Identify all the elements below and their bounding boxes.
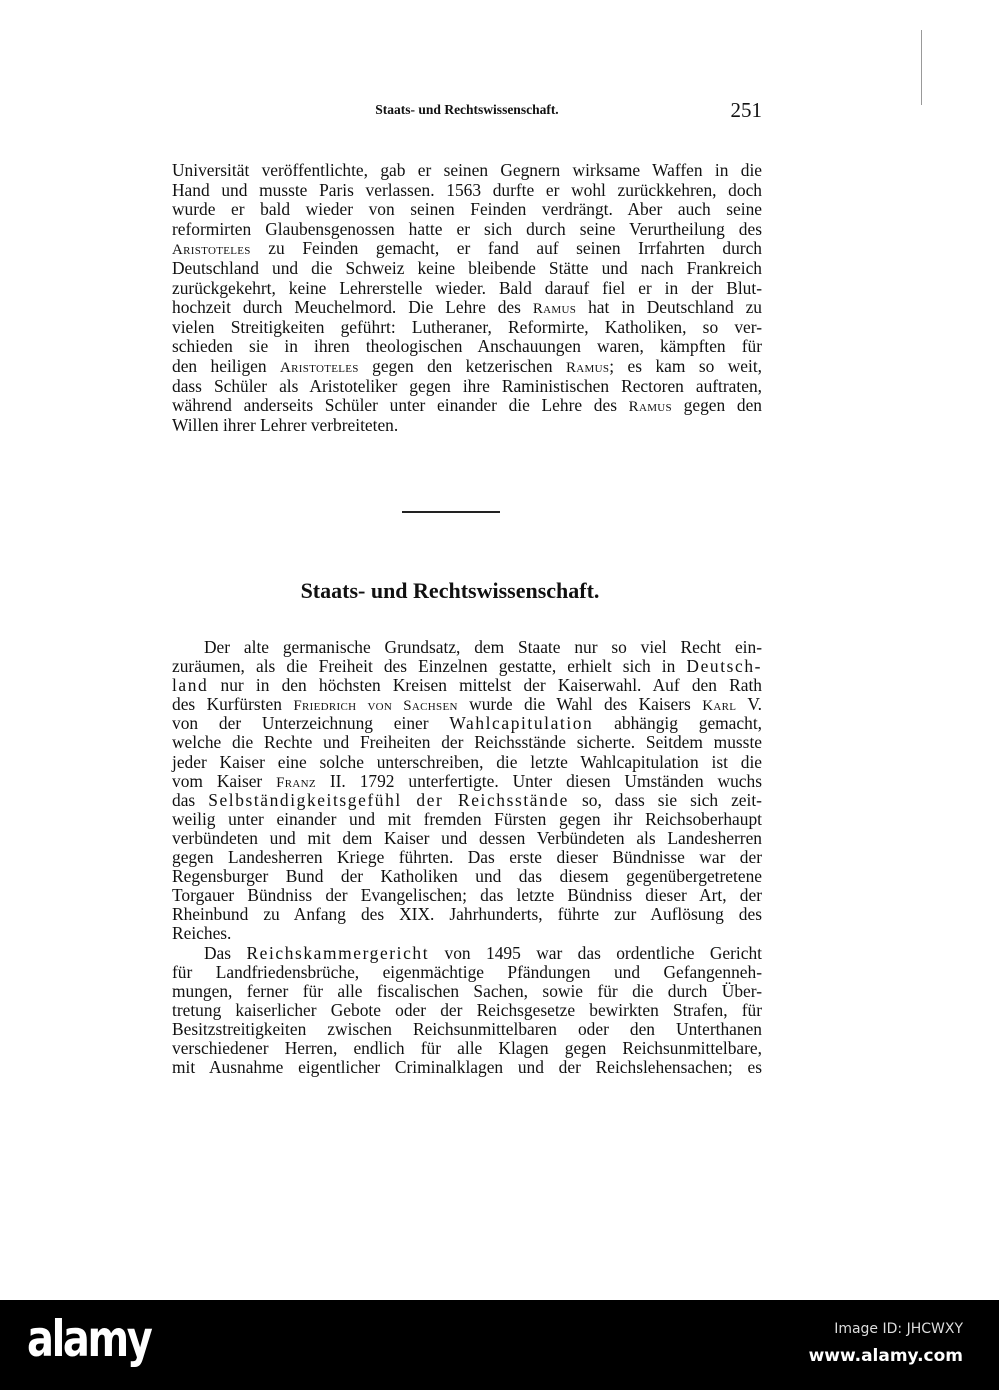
spaced-emphasis: land (172, 675, 209, 696)
text-line (172, 963, 762, 982)
text-line (172, 1020, 762, 1039)
text-segment: weilig unter einander und mit fremden Fürsten gegen ihr Reichsoberhaupt (172, 808, 762, 829)
text-line (172, 733, 762, 752)
text-line (172, 200, 762, 220)
text-segment: Universität veröffentlichte, gab er seinen Gegnern wirksame Waffen in die (172, 160, 762, 180)
text-line (172, 638, 762, 657)
text-line (172, 357, 762, 377)
text-segment: Torgauer Bündniss der Evangelischen; das letzte Bündniss dieser Art, der (172, 885, 762, 906)
text-line (172, 377, 762, 397)
page-edge-line (921, 30, 922, 105)
text-line (172, 1058, 762, 1077)
section-heading: Staats- und Rechtswissenschaft. (300, 578, 600, 603)
spaced-emphasis: Selbständigkeitsgefühl der Reichsstände (208, 789, 569, 810)
watermark-bar (0, 1300, 999, 1390)
text-segment: ; es kam so weit, (609, 355, 763, 376)
text-line (172, 905, 762, 924)
spaced-emphasis: Deutsch- (686, 656, 762, 677)
text-segment: mit Ausnahme eigentlicher Criminalklagen und der Reichslehensachen; es (172, 1057, 762, 1078)
text-segment: gegen den (671, 395, 762, 416)
image-id: Image ID: JHCWXY (834, 1321, 963, 1337)
text-line (172, 657, 762, 676)
text-segment: Hand und musste Paris verlassen. 1563 durfte er wohl zurückkehren, doch (172, 179, 762, 200)
text-line (172, 1001, 762, 1020)
text-segment: so, dass sie sich zeit- (568, 789, 762, 810)
small-caps-name: Ramus (565, 359, 610, 376)
text-segment: zu Feinden gemacht, er fand auf seinen Irrfahrten durch (250, 238, 762, 259)
section-divider (402, 511, 500, 513)
paragraph-block-staatswissenschaft (172, 638, 762, 1077)
text-line (172, 924, 762, 943)
page-number: 251 (730, 98, 762, 122)
running-head (172, 98, 762, 122)
text-segment: welche die Rechte und Freiheiten der Reichsstände sicherte. Seitdem musste (172, 732, 762, 753)
text-segment: Reiches. (172, 923, 232, 944)
text-segment: jeder Kaiser eine solche unterschreiben, die letzte Wahlcapitulation ist die (172, 751, 762, 772)
small-caps-name: Karl (702, 698, 737, 715)
text-segment: reformirten Glaubensgenossen hatte er sich durch seine Verurtheilung des (172, 218, 762, 239)
text-line (172, 396, 762, 416)
text-segment: hochzeit durch Meuchelmord. Die Lehre des (172, 297, 533, 318)
text-line (172, 714, 762, 733)
text-segment: während anderseits Schüler unter einander die Lehre des (172, 395, 629, 416)
small-caps-name: Aristoteles (280, 359, 359, 376)
text-segment: des Kurfürsten (172, 694, 294, 715)
text-line (172, 239, 762, 259)
text-line (172, 791, 762, 810)
text-line (172, 676, 762, 695)
text-line (172, 829, 762, 848)
spaced-emphasis: Reichskammergericht (246, 942, 430, 963)
text-segment: Besitzstreitigkeiten zwischen Reichsunmittelbaren oder den Unterthanen (172, 1018, 762, 1039)
text-line (172, 695, 762, 714)
text-segment: zurückgekehrt, keine Lehrerstelle wieder. Bald darauf fiel er in der Blut- (172, 277, 762, 298)
text-segment: das (172, 789, 209, 810)
text-segment: V. (736, 694, 762, 715)
text-line (172, 848, 762, 867)
text-segment: Der alte germanische Grundsatz, dem Staate nur so viel Recht ein- (204, 637, 762, 657)
text-segment: schieden sie in ihren theologischen Anschauungen waren, kämpften für (172, 336, 762, 357)
text-line (172, 279, 762, 299)
text-line (172, 298, 762, 318)
small-caps-name: Ramus (532, 301, 577, 318)
text-line (172, 810, 762, 829)
text-line (172, 318, 762, 338)
text-segment: Regensburger Bund der Katholiken und das diesem gegenübergetretene (172, 866, 762, 887)
text-line (172, 753, 762, 772)
text-segment: hat in Deutschland zu (576, 297, 762, 318)
text-line (172, 1039, 762, 1058)
text-line (172, 337, 762, 357)
text-segment: vom Kaiser (172, 770, 277, 791)
text-line (172, 944, 762, 963)
text-segment: zuräumen, als die Freiheit des Einzelnen gestatte, erhielt sich in (172, 656, 687, 677)
text-segment: Deutschland und die Schweiz keine bleibende Stätte und nach Frankreich (172, 257, 762, 278)
text-segment: Rheinbund zu Anfang des XIX. Jahrhunderts, führte zur Auflösung des (172, 904, 762, 925)
text-segment: wurde die Wahl des Kaisers (457, 694, 703, 715)
text-segment: tretung kaiserlicher Gebote oder der Reichsgesetze bewirkten Strafen, für (172, 999, 762, 1020)
text-line (172, 181, 762, 201)
text-line (172, 259, 762, 279)
text-line (172, 416, 762, 436)
paragraph-block-ramus (172, 161, 762, 435)
text-segment: verbündeten und mit dem Kaiser und dessen Verbündeten als Landesherren (172, 827, 762, 848)
text-line (172, 867, 762, 886)
text-segment: gegen den ketzerischen (358, 355, 566, 376)
text-segment: dass Schüler als Aristoteliker gegen ihre Raministischen Rectoren auftraten, (172, 375, 762, 396)
text-segment: von 1495 war das ordentliche Gericht (429, 942, 762, 963)
small-caps-name: Aristoteles (172, 242, 251, 259)
text-segment: wurde er bald wieder von seinen Feinden verdrängt. Aber auch seine (172, 199, 762, 220)
site-url: www.alamy.com (808, 1346, 963, 1366)
text-segment: für Landfriedensbrüche, eigenmächtige Pfändungen und Gefangenneh- (172, 961, 762, 982)
text-segment: den heiligen (172, 355, 280, 376)
text-line (172, 982, 762, 1001)
small-caps-name: Franz (276, 774, 316, 791)
text-segment: verschiedener Herren, endlich für alle Klagen gegen Reichsunmittelbare, (172, 1037, 762, 1058)
small-caps-name: Ramus (628, 399, 672, 416)
text-segment: abhängig gemacht, (593, 713, 762, 734)
alamy-logo: alamy (27, 1310, 151, 1368)
text-segment: II. 1792 unterfertigte. Unter diesen Umständen wuchs (315, 770, 762, 791)
text-segment: Willen ihrer Lehrer verbreiteten. (172, 414, 399, 435)
text-line (172, 886, 762, 905)
spaced-emphasis: Wahlcapitulation (449, 713, 594, 734)
small-caps-name: Friedrich von Sachsen (293, 698, 458, 715)
text-segment: Das (204, 942, 247, 963)
running-title: Staats- und Rechtswissenschaft. (375, 102, 559, 117)
text-line (172, 220, 762, 240)
text-segment: nur in den höchsten Kreisen mittelst der Kaiserwahl. Auf den Rath (208, 675, 762, 696)
text-segment: vielen Streitigkeiten geführt: Lutheraner, Reformirte, Katholiken, so ver- (172, 316, 762, 337)
text-segment: mungen, ferner für alle fiscalischen Sachen, sowie für die durch Über- (172, 980, 762, 1001)
text-line (172, 772, 762, 791)
text-segment: gegen Landesherren Kriege führten. Das erste dieser Bündnisse war der (172, 847, 762, 868)
text-line (172, 161, 762, 181)
text-segment: von der Unterzeichnung einer (172, 713, 450, 734)
